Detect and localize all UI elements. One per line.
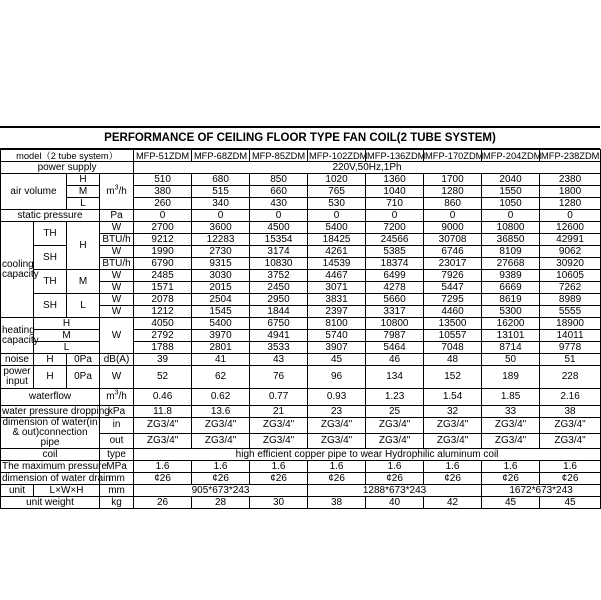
water-pressure-value: 23 bbox=[308, 406, 366, 418]
performance-sheet bbox=[0, 126, 600, 509]
cooling-unit: W bbox=[100, 294, 134, 306]
power-supply-row bbox=[1, 162, 601, 174]
noise-value: 45 bbox=[308, 354, 366, 366]
air-volume-value: 680 bbox=[192, 174, 250, 186]
noise-value: 39 bbox=[134, 354, 192, 366]
unit-weight-label: unit weight bbox=[1, 497, 100, 509]
cooling-value: 9062 bbox=[540, 246, 601, 258]
heating-value: 18900 bbox=[540, 318, 601, 330]
coil-row bbox=[1, 449, 601, 461]
unit-lwh: L×W×H bbox=[34, 485, 100, 497]
cooling-value: 1571 bbox=[134, 282, 192, 294]
drain-value: ¢26 bbox=[424, 473, 482, 485]
connection-value: ZG3/4" bbox=[482, 418, 540, 434]
air-volume-value: 380 bbox=[134, 186, 192, 198]
power-input-value: 152 bbox=[424, 366, 482, 389]
cooling-value: 7926 bbox=[424, 270, 482, 282]
heating-value: 4050 bbox=[134, 318, 192, 330]
speed-label: H bbox=[67, 174, 100, 186]
heating-value: 1788 bbox=[134, 342, 192, 354]
waterflow-value: 1.54 bbox=[424, 389, 482, 406]
power-input-condition: 0Pa bbox=[67, 366, 100, 389]
cooling-value: 10800 bbox=[482, 222, 540, 234]
cooling-value: 9315 bbox=[192, 258, 250, 270]
speed-label: H bbox=[34, 318, 100, 330]
unit-weight-value: 45 bbox=[482, 497, 540, 509]
cooling-value: 3317 bbox=[366, 306, 424, 318]
drain-value: ¢26 bbox=[482, 473, 540, 485]
cooling-unit: W bbox=[100, 306, 134, 318]
noise-value: 48 bbox=[424, 354, 482, 366]
air-volume-value: 530 bbox=[308, 198, 366, 210]
connection-value: ZG3/4" bbox=[540, 433, 601, 449]
connection-in: in bbox=[100, 418, 134, 434]
drain-value: ¢26 bbox=[192, 473, 250, 485]
model-name: MFP-68ZDM bbox=[192, 150, 250, 162]
waterflow-row bbox=[1, 389, 601, 406]
cooling-value: 1212 bbox=[134, 306, 192, 318]
noise-value: 51 bbox=[540, 354, 601, 366]
cooling-value: 8989 bbox=[540, 294, 601, 306]
noise-unit: dB(A) bbox=[100, 354, 134, 366]
connection-value: ZG3/4" bbox=[308, 433, 366, 449]
heating-capacity-row bbox=[1, 330, 601, 342]
cooling-value: 5660 bbox=[366, 294, 424, 306]
waterflow-value: 1.23 bbox=[366, 389, 424, 406]
model-name: MFP-85ZDM bbox=[250, 150, 308, 162]
cooling-value: 30920 bbox=[540, 258, 601, 270]
unit-weight-row bbox=[1, 497, 601, 509]
cooling-value: 6790 bbox=[134, 258, 192, 270]
drain-value: ¢26 bbox=[134, 473, 192, 485]
air-volume-value: 1020 bbox=[308, 174, 366, 186]
static-pressure-value: 0 bbox=[192, 210, 250, 222]
static-pressure-value: 0 bbox=[424, 210, 482, 222]
heating-capacity-row bbox=[1, 342, 601, 354]
unit-weight-value: 26 bbox=[134, 497, 192, 509]
air-volume-value: 850 bbox=[250, 174, 308, 186]
cooling-value: 4278 bbox=[366, 282, 424, 294]
model-header-row bbox=[1, 150, 601, 162]
speed-label: M bbox=[67, 186, 100, 198]
heating-unit: W bbox=[100, 318, 134, 354]
waterflow-value: 0.62 bbox=[192, 389, 250, 406]
cooling-value: 36850 bbox=[482, 234, 540, 246]
cooling-value: 12600 bbox=[540, 222, 601, 234]
heating-value: 14011 bbox=[540, 330, 601, 342]
drain-value: ¢26 bbox=[540, 473, 601, 485]
heating-capacity-row bbox=[1, 318, 601, 330]
cooling-value: 3752 bbox=[250, 270, 308, 282]
air-volume-value: 1550 bbox=[482, 186, 540, 198]
connection-value: ZG3/4" bbox=[540, 418, 601, 434]
air-volume-value: 1700 bbox=[424, 174, 482, 186]
model-name: MFP-238ZDM bbox=[541, 150, 600, 161]
waterflow-value: 0.46 bbox=[134, 389, 192, 406]
cooling-value: 9000 bbox=[424, 222, 482, 234]
speed-m: M bbox=[67, 270, 100, 294]
heating-value: 2801 bbox=[192, 342, 250, 354]
max-pressure-value: 1.6 bbox=[540, 461, 601, 473]
max-pressure-value: 1.6 bbox=[424, 461, 482, 473]
connection-value: ZG3/4" bbox=[366, 418, 424, 434]
static-pressure-label: static pressure bbox=[1, 210, 100, 222]
speed-label: L bbox=[67, 198, 100, 210]
power-input-speed: H bbox=[34, 366, 67, 389]
water-pressure-value: 13.6 bbox=[192, 406, 250, 418]
heating-value: 3970 bbox=[192, 330, 250, 342]
cooling-value: 42991 bbox=[540, 234, 601, 246]
connection-label: dimension of water(in & out)connection pipe bbox=[2, 417, 98, 448]
air-volume-unit: $m^3/h$ bbox=[100, 174, 134, 210]
heating-value: 8100 bbox=[308, 318, 366, 330]
group-th: TH bbox=[34, 222, 67, 246]
water-pressure-unit: kPa bbox=[100, 406, 134, 418]
water-pressure-label: water pressure dropping bbox=[2, 405, 110, 417]
noise-value: 46 bbox=[366, 354, 424, 366]
water-pressure-value: 38 bbox=[540, 406, 601, 418]
heating-value: 13101 bbox=[482, 330, 540, 342]
cooling-unit: W bbox=[100, 282, 134, 294]
waterflow-value: 1.85 bbox=[482, 389, 540, 406]
heating-value: 16200 bbox=[482, 318, 540, 330]
connection-value: ZG3/4" bbox=[192, 433, 250, 449]
air-volume-value: 1280 bbox=[424, 186, 482, 198]
connection-value: ZG3/4" bbox=[250, 433, 308, 449]
air-volume-value: 1280 bbox=[540, 198, 601, 210]
cooling-value: 3030 bbox=[192, 270, 250, 282]
power-supply-value: 220V,50Hz,1Ph bbox=[134, 162, 601, 174]
heating-value: 7987 bbox=[366, 330, 424, 342]
cooling-value: 10605 bbox=[540, 270, 601, 282]
performance-table bbox=[0, 149, 601, 509]
heating-value: 2792 bbox=[134, 330, 192, 342]
speed-label: L bbox=[34, 342, 100, 354]
connection-value: ZG3/4" bbox=[424, 418, 482, 434]
max-pressure-row bbox=[1, 461, 601, 473]
group-sh: SH bbox=[34, 294, 67, 318]
max-pressure-value: 1.6 bbox=[366, 461, 424, 473]
power-input-value: 62 bbox=[192, 366, 250, 389]
heating-value: 5464 bbox=[366, 342, 424, 354]
drain-value: ¢26 bbox=[308, 473, 366, 485]
unit-dims-row bbox=[1, 485, 601, 497]
connection-value: ZG3/4" bbox=[482, 433, 540, 449]
coil-value: high efficient copper pipe to wear Hydrophilic aluminum coil bbox=[134, 449, 601, 461]
drain-value: ¢26 bbox=[366, 473, 424, 485]
drain-value: ¢26 bbox=[250, 473, 308, 485]
cooling-value: 7295 bbox=[424, 294, 482, 306]
air-volume-value: 510 bbox=[134, 174, 192, 186]
unit-weight-value: 40 bbox=[366, 497, 424, 509]
cooling-value: 14539 bbox=[308, 258, 366, 270]
cooling-value: 30708 bbox=[424, 234, 482, 246]
page-title: PERFORMANCE OF CEILING FLOOR TYPE FAN COIL(2 TUBE SYSTEM) bbox=[0, 126, 600, 149]
waterflow-unit: $m^3/h$ bbox=[100, 389, 134, 406]
max-pressure-value: 1.6 bbox=[308, 461, 366, 473]
connection-value: ZG3/4" bbox=[134, 418, 192, 434]
air-volume-row bbox=[1, 186, 601, 198]
cooling-capacity-row bbox=[1, 294, 601, 306]
noise-label: noise bbox=[1, 354, 34, 366]
static-pressure-row bbox=[1, 210, 601, 222]
noise-value: 43 bbox=[250, 354, 308, 366]
connection-value: ZG3/4" bbox=[308, 418, 366, 434]
noise-row bbox=[1, 354, 601, 366]
static-pressure-unit: Pa bbox=[100, 210, 134, 222]
cooling-value: 9389 bbox=[482, 270, 540, 282]
heating-value: 3907 bbox=[308, 342, 366, 354]
connection-value: ZG3/4" bbox=[366, 433, 424, 449]
static-pressure-value: 0 bbox=[482, 210, 540, 222]
group-th: TH bbox=[34, 270, 67, 294]
cooling-value: 5447 bbox=[424, 282, 482, 294]
cooling-value: 5385 bbox=[366, 246, 424, 258]
cooling-value: 15354 bbox=[250, 234, 308, 246]
power-input-value: 189 bbox=[482, 366, 540, 389]
air-volume-value: 1050 bbox=[482, 198, 540, 210]
cooling-unit: BTU/h bbox=[100, 258, 134, 270]
model-name: MFP-102ZDM bbox=[309, 150, 368, 161]
power-input-value: 76 bbox=[250, 366, 308, 389]
static-pressure-value: 0 bbox=[308, 210, 366, 222]
unit-weight-value: 38 bbox=[308, 497, 366, 509]
air-volume-value: 515 bbox=[192, 186, 250, 198]
heating-value: 7048 bbox=[424, 342, 482, 354]
model-name: MFP-51ZDM bbox=[134, 150, 192, 162]
air-volume-value: 1360 bbox=[366, 174, 424, 186]
static-pressure-value: 0 bbox=[134, 210, 192, 222]
cooling-value: 2950 bbox=[250, 294, 308, 306]
cooling-value: 2450 bbox=[250, 282, 308, 294]
power-input-label: power input bbox=[1, 366, 34, 389]
power-input-unit: W bbox=[100, 366, 134, 389]
cooling-value: 5300 bbox=[482, 306, 540, 318]
air-volume-row bbox=[1, 198, 601, 210]
air-volume-value: 1800 bbox=[540, 186, 601, 198]
cooling-value: 18425 bbox=[308, 234, 366, 246]
unit-weight-unit: kg bbox=[100, 497, 134, 509]
cooling-value: 8109 bbox=[482, 246, 540, 258]
cooling-capacity-row bbox=[1, 270, 601, 282]
cooling-value: 4261 bbox=[308, 246, 366, 258]
cooling-value: 7262 bbox=[540, 282, 601, 294]
air-volume-value: 660 bbox=[250, 186, 308, 198]
unit-weight-value: 45 bbox=[540, 497, 601, 509]
cooling-value: 5400 bbox=[308, 222, 366, 234]
heating-value: 6750 bbox=[250, 318, 308, 330]
cooling-value: 3831 bbox=[308, 294, 366, 306]
power-input-value: 96 bbox=[308, 366, 366, 389]
drain-label: dimension of water drain bbox=[2, 472, 111, 484]
cooling-value: 2700 bbox=[134, 222, 192, 234]
cooling-value: 3071 bbox=[308, 282, 366, 294]
static-pressure-value: 0 bbox=[250, 210, 308, 222]
water-pressure-value: 25 bbox=[366, 406, 424, 418]
air-volume-value: 1040 bbox=[366, 186, 424, 198]
cooling-value: 18374 bbox=[366, 258, 424, 270]
max-pressure-value: 1.6 bbox=[482, 461, 540, 473]
drain-row bbox=[1, 473, 601, 485]
heating-value: 5400 bbox=[192, 318, 250, 330]
heating-capacity-label: heating capacity bbox=[1, 318, 34, 354]
power-input-row bbox=[1, 366, 601, 389]
speed-h: H bbox=[67, 222, 100, 270]
cooling-value: 10830 bbox=[250, 258, 308, 270]
heating-value: 10557 bbox=[424, 330, 482, 342]
max-pressure-value: 1.6 bbox=[192, 461, 250, 473]
connection-value: ZG3/4" bbox=[134, 433, 192, 449]
cooling-unit: W bbox=[100, 246, 134, 258]
power-input-value: 134 bbox=[366, 366, 424, 389]
cooling-value: 1844 bbox=[250, 306, 308, 318]
cooling-capacity-label: cooling capacity bbox=[1, 222, 34, 318]
static-pressure-value: 0 bbox=[366, 210, 424, 222]
water-pressure-row bbox=[1, 406, 601, 418]
air-volume-value: 710 bbox=[366, 198, 424, 210]
unit-weight-value: 30 bbox=[250, 497, 308, 509]
noise-value: 41 bbox=[192, 354, 250, 366]
cooling-value: 2730 bbox=[192, 246, 250, 258]
cooling-value: 12283 bbox=[192, 234, 250, 246]
heating-value: 10800 bbox=[366, 318, 424, 330]
cooling-value: 6499 bbox=[366, 270, 424, 282]
air-volume-value: 2040 bbox=[482, 174, 540, 186]
cooling-value: 9212 bbox=[134, 234, 192, 246]
air-volume-value: 765 bbox=[308, 186, 366, 198]
air-volume-label: air volume bbox=[1, 174, 67, 210]
cooling-value: 23017 bbox=[424, 258, 482, 270]
connection-out: out bbox=[100, 433, 134, 449]
cooling-value: 2015 bbox=[192, 282, 250, 294]
coil-label: coil bbox=[1, 449, 100, 461]
cooling-value: 5555 bbox=[540, 306, 601, 318]
heating-value: 8714 bbox=[482, 342, 540, 354]
cooling-value: 2397 bbox=[308, 306, 366, 318]
model-name: MFP-136ZDM bbox=[367, 150, 426, 161]
cooling-value: 8619 bbox=[482, 294, 540, 306]
heating-value: 3533 bbox=[250, 342, 308, 354]
air-volume-value: 430 bbox=[250, 198, 308, 210]
cooling-value: 1545 bbox=[192, 306, 250, 318]
model-name: MFP-204ZDM bbox=[483, 150, 542, 161]
unit-weight-value: 28 bbox=[192, 497, 250, 509]
air-volume-value: 860 bbox=[424, 198, 482, 210]
water-pressure-value: 11.8 bbox=[134, 406, 192, 418]
connection-value: ZG3/4" bbox=[424, 433, 482, 449]
cooling-value: 6746 bbox=[424, 246, 482, 258]
max-pressure-label: The maximum pressure bbox=[2, 460, 108, 472]
water-pressure-value: 33 bbox=[482, 406, 540, 418]
cooling-value: 7200 bbox=[366, 222, 424, 234]
unit-dims-value: 1288*673*243 bbox=[308, 485, 482, 497]
power-input-value: 52 bbox=[134, 366, 192, 389]
cooling-value: 27668 bbox=[482, 258, 540, 270]
cooling-value: 6669 bbox=[482, 282, 540, 294]
unit-weight-value: 42 bbox=[424, 497, 482, 509]
air-volume-value: 340 bbox=[192, 198, 250, 210]
heating-value: 13500 bbox=[424, 318, 482, 330]
group-sh: SH bbox=[34, 246, 67, 270]
drain-unit: mm bbox=[100, 473, 134, 485]
max-pressure-unit: MPa bbox=[100, 461, 134, 473]
waterflow-value: 0.77 bbox=[250, 389, 308, 406]
air-volume-value: 260 bbox=[134, 198, 192, 210]
noise-speed: H bbox=[34, 354, 67, 366]
coil-unit: type bbox=[100, 449, 134, 461]
unit-label: unit bbox=[1, 485, 34, 497]
speed-l: L bbox=[67, 294, 100, 318]
max-pressure-value: 1.6 bbox=[250, 461, 308, 473]
cooling-unit: W bbox=[100, 270, 134, 282]
cooling-value: 2504 bbox=[192, 294, 250, 306]
max-pressure-value: 1.6 bbox=[134, 461, 192, 473]
heating-value: 5740 bbox=[308, 330, 366, 342]
water-pressure-value: 32 bbox=[424, 406, 482, 418]
speed-label: M bbox=[34, 330, 100, 342]
power-supply-label: power supply bbox=[1, 162, 134, 174]
cooling-value: 1990 bbox=[134, 246, 192, 258]
noise-condition: 0Pa bbox=[67, 354, 100, 366]
heating-value: 9778 bbox=[540, 342, 601, 354]
unit-dims-unit: mm bbox=[100, 485, 134, 497]
noise-value: 50 bbox=[482, 354, 540, 366]
connection-value: ZG3/4" bbox=[192, 418, 250, 434]
power-input-value: 228 bbox=[540, 366, 601, 389]
water-pressure-value: 21 bbox=[250, 406, 308, 418]
static-pressure-value: 0 bbox=[540, 210, 601, 222]
cooling-value: 3174 bbox=[250, 246, 308, 258]
model-name: MFP-170ZDM bbox=[425, 150, 484, 161]
cooling-value: 2485 bbox=[134, 270, 192, 282]
model-label: model（2 tube system） bbox=[1, 150, 134, 162]
cooling-unit: BTU/h bbox=[100, 234, 134, 246]
air-volume-value: 2380 bbox=[540, 174, 601, 186]
heating-value: 4941 bbox=[250, 330, 308, 342]
cooling-value: 4500 bbox=[250, 222, 308, 234]
cooling-value: 3600 bbox=[192, 222, 250, 234]
air-volume-row bbox=[1, 174, 601, 186]
connection-value: ZG3/4" bbox=[250, 418, 308, 434]
cooling-capacity-row bbox=[1, 222, 601, 234]
waterflow-value: 2.16 bbox=[540, 389, 601, 406]
cooling-value: 4467 bbox=[308, 270, 366, 282]
cooling-unit: W bbox=[100, 222, 134, 234]
cooling-value: 4460 bbox=[424, 306, 482, 318]
waterflow-label: waterflow bbox=[1, 389, 100, 406]
unit-dims-value: 1672*673*243 bbox=[482, 485, 601, 497]
connection-in-row bbox=[1, 418, 601, 434]
waterflow-value: 0.93 bbox=[308, 389, 366, 406]
cooling-value: 2078 bbox=[134, 294, 192, 306]
unit-dims-value: 905*673*243 bbox=[134, 485, 308, 497]
cooling-value: 24566 bbox=[366, 234, 424, 246]
